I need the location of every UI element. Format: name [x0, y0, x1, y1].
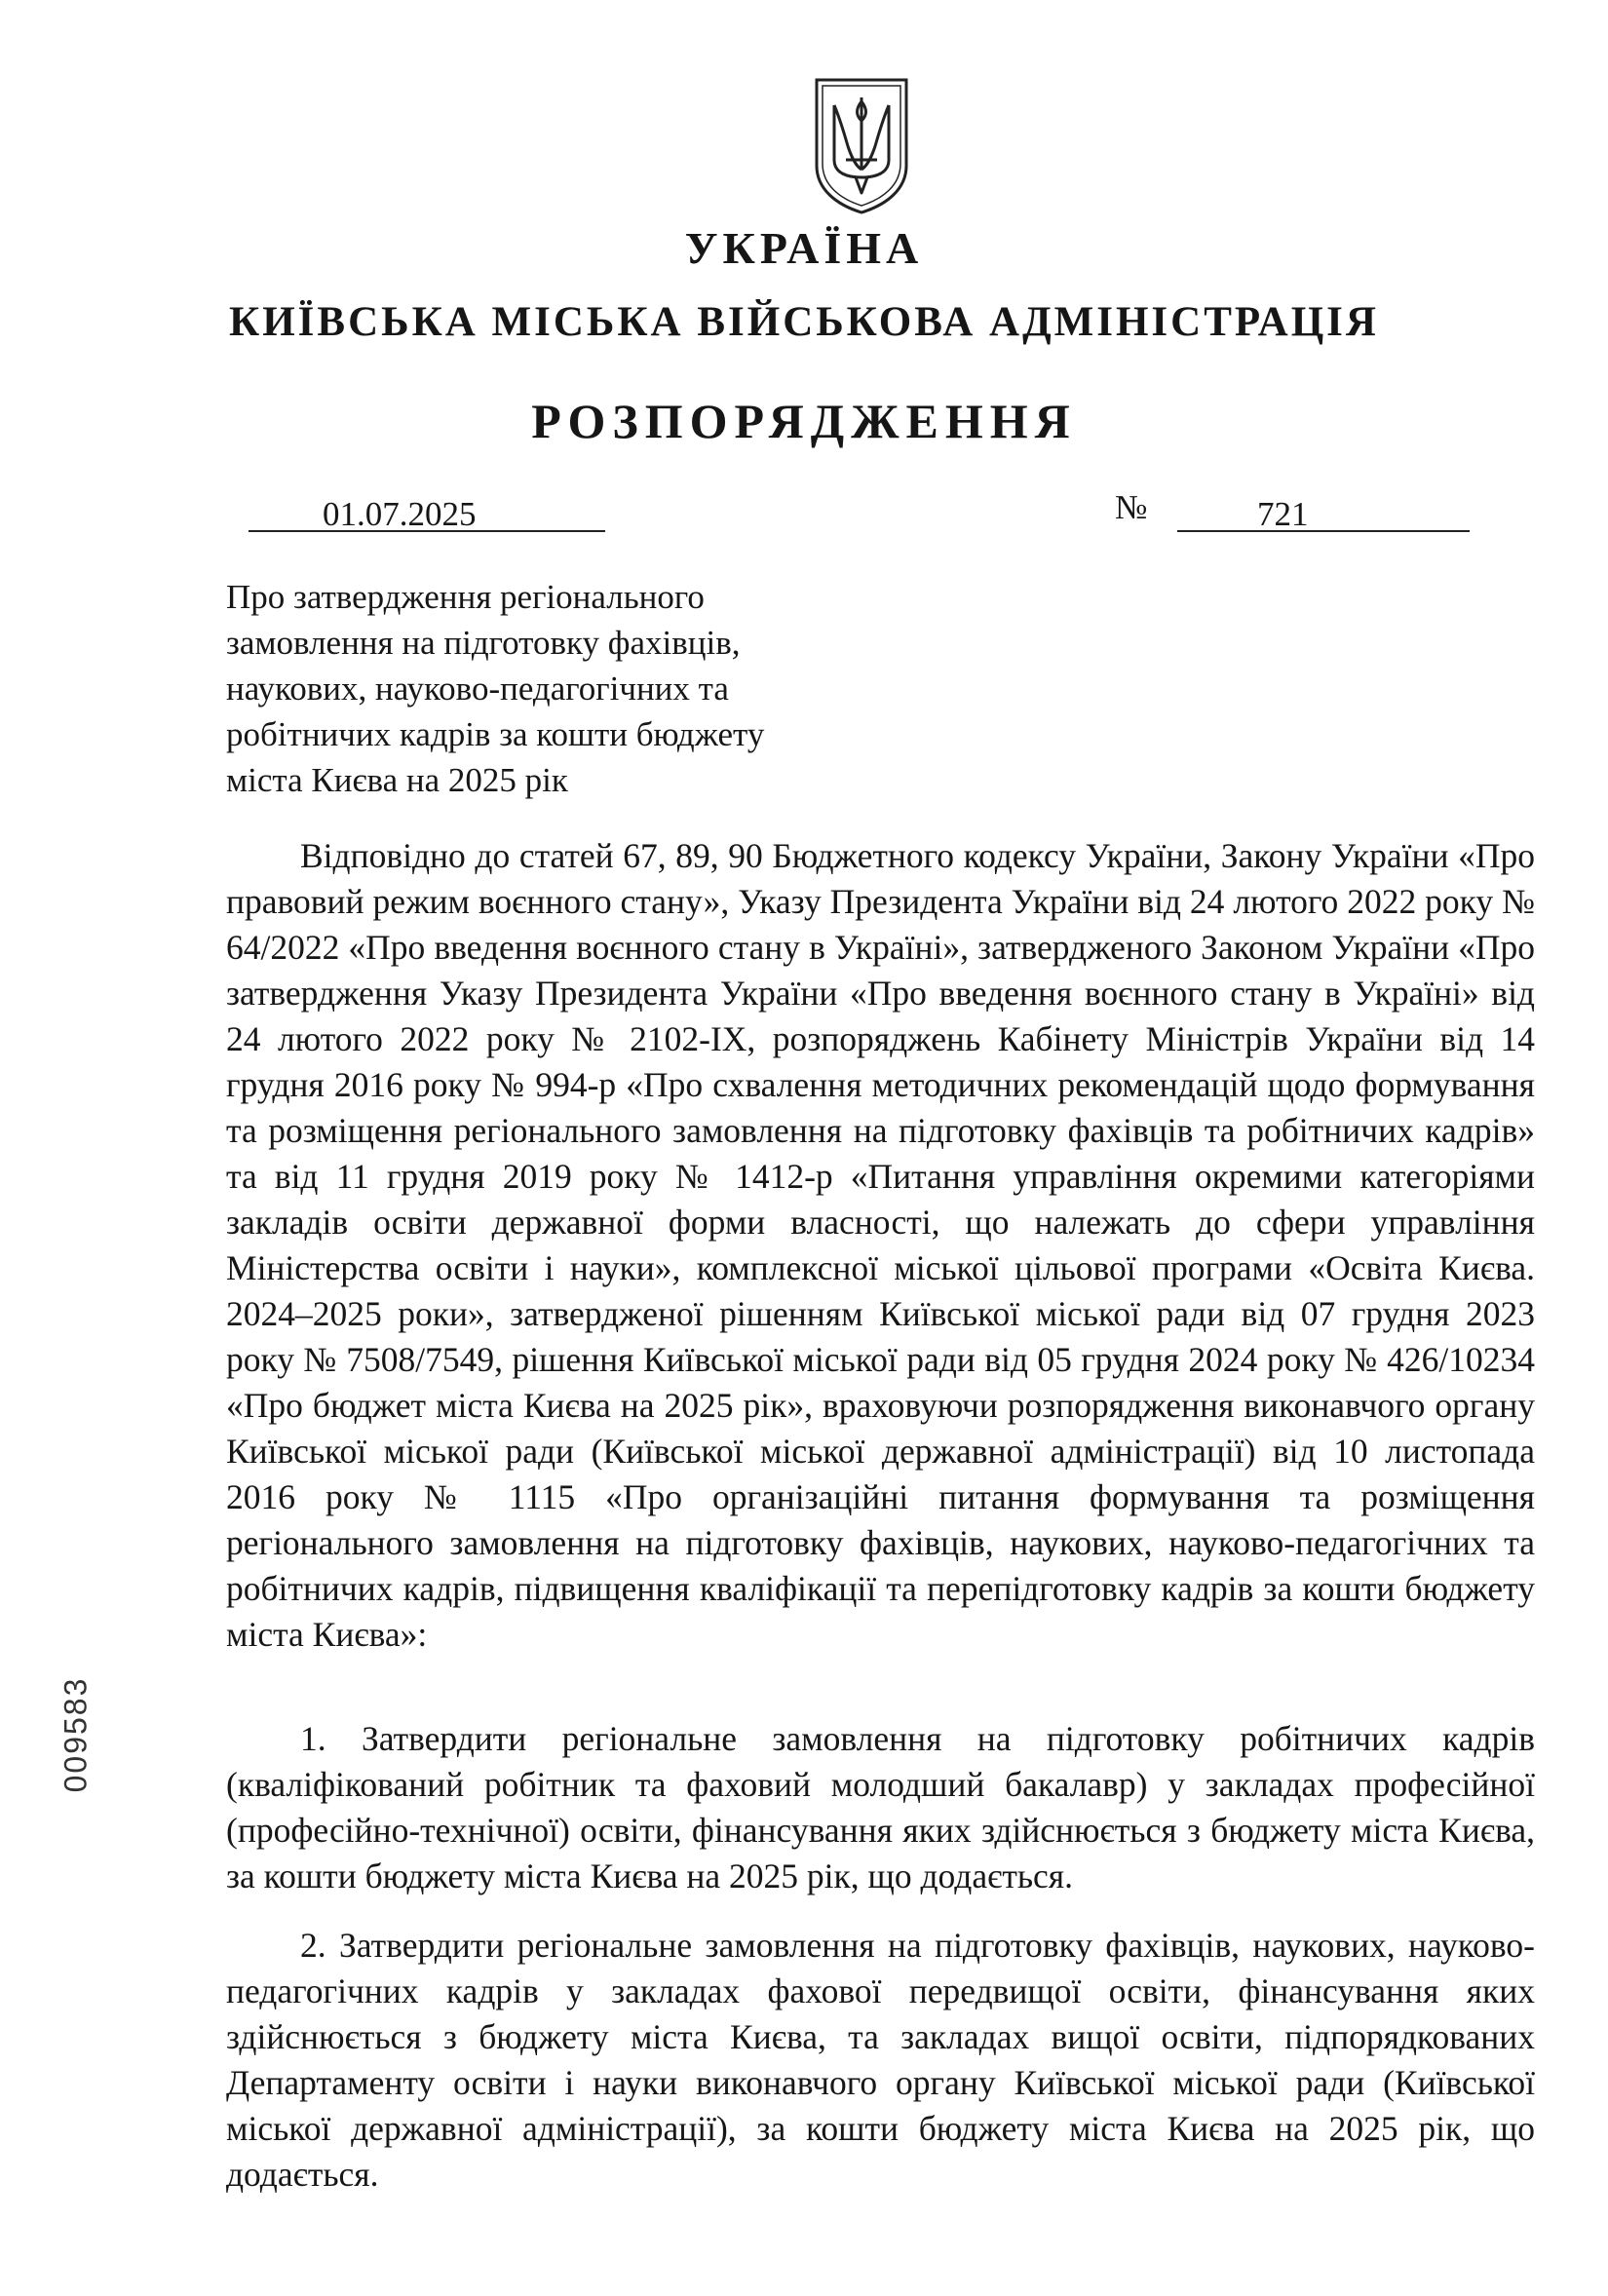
- document-type-heading: РОЗПОРЯДЖЕННЯ: [531, 394, 1077, 448]
- order-subject: Про затвердження регіонального замовлення на підготовку фахівців, наукових, науково-педагогічних та робітничих кадрів за кошти бюджету міста Києва на 2025 рік: [226, 578, 765, 799]
- item-2-paragraph: 2. Затвердити регіональне замовлення на підготовку фахівців, наукових, науково-педагогічних кадрів у закладах фахової передвищої освіти, фінансування яких здійснюється з бюджету міста Києва, та закладах вищої освіти, підпорядкованих Департаменту освіти і науки виконавчого органу Київської міської ради (Київської міської державної адміністрації), за кошти бюджету міста Києва на 2025 рік, що додається.: [226, 1926, 1535, 2194]
- date-value: 01.07.2025: [323, 495, 477, 533]
- coat-of-arms-trident-icon: [811, 76, 912, 216]
- number-field: [1177, 487, 1470, 532]
- side-registration-number: 009583: [57, 1676, 94, 1793]
- preamble-paragraph: Відповідно до статей 67, 89, 90 Бюджетного кодексу України, Закону України «Про правовий режим воєнного стану», Указу Президента України від 24 лютого 2022 року № 64/2022 «Про введення воєнного стану в Україні», затвердженого Законом України «Про затвердження Указу Президента України «Про введення воєнного стану в Україні» від 24 лютого 2022 року № 2102-IX, розпоряджень Кабінету Міністрів України від 14 грудня 2016 року № 994-р «Про схвалення методичних рекомендацій щодо формування та розміщення регіонального замовлення на підготовку фахівців та робітничих кадрів» та від 11 грудня 2019 року № 1412-р «Питання управління окремими категоріями закладів освіти державної форми власності, що належать до сфери управління Міністерства освіти і науки», комплексної міської цільової програми «Освіта Києва. 2024–2025 роки», затвердженої рішенням Київської міської ради від 07 грудня 2023 року № 7508/7549, рішення Київської міської ради від 05 грудня 2024 року № 426/10234 «Про бюджет міста Києва на 2025 рік», враховуючи розпорядження виконавчого органу Київської міської ради (Київської міської державної адміністрації) від 10 листопада 2016 року № 1115 «Про організаційні питання формування та розміщення регіонального замовлення на підготовку фахівців, наукових, науково-педагогічних та робітничих кадрів, підвищення кваліфікації та перепідготовку кадрів за кошти бюджету міста Києва»:: [226, 836, 1535, 1654]
- country-heading: УКРАЇНА: [684, 223, 924, 273]
- number-label: №: [1115, 488, 1148, 526]
- number-value: 721: [1257, 495, 1309, 533]
- date-field: [249, 487, 605, 532]
- item-1-paragraph: 1. Затвердити регіональне замовлення на підготовку робітничих кадрів (кваліфікований робітник та фаховий молодший бакалавр) у закладах професійної (професійно-технічної) освіти, фінансування яких здійснюється з бюджету міста Києва, за кошти бюджету міста Києва на 2025 рік, що додається.: [226, 1719, 1535, 1895]
- authority-heading: КИЇВСЬКА МІСЬКА ВІЙСЬКОВА АДМІНІСТРАЦІЯ: [229, 299, 1379, 345]
